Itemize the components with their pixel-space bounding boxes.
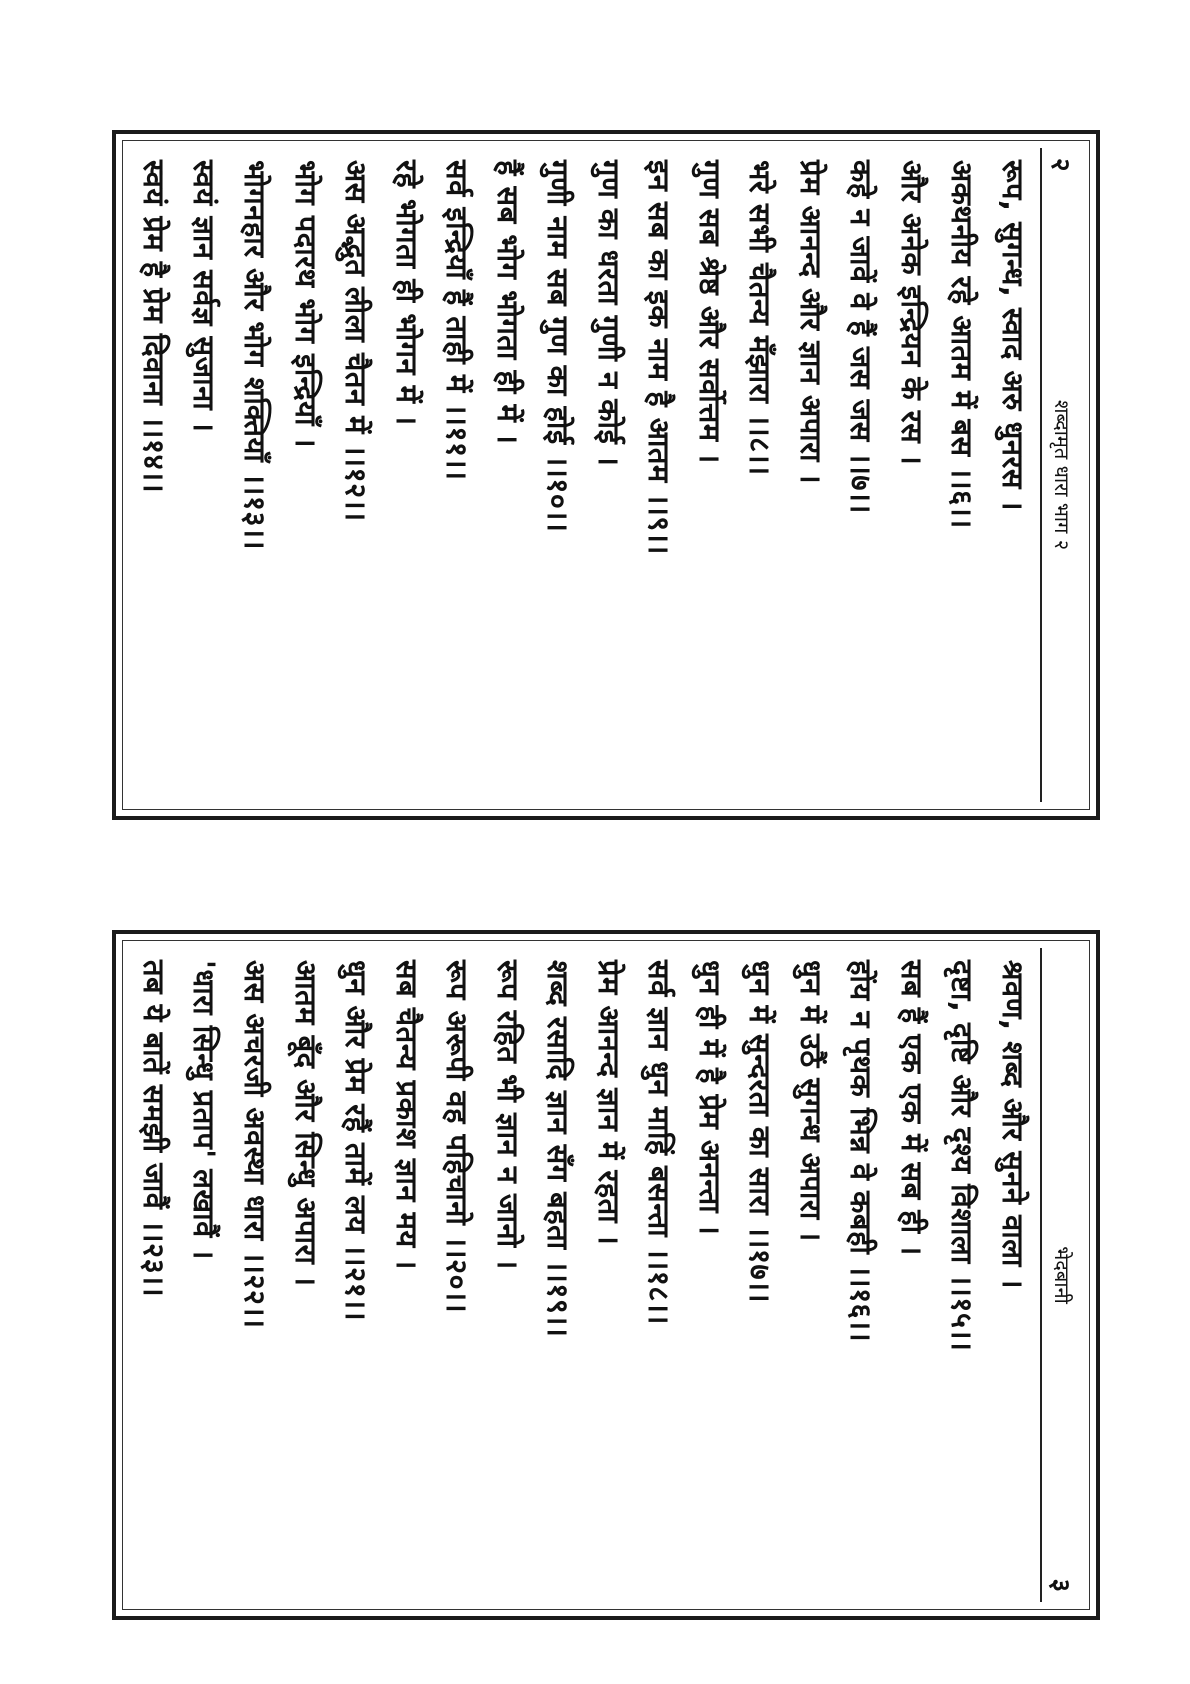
verse-block — [136, 160, 1030, 790]
left-page-panel — [112, 130, 1100, 820]
verse-line: गुण सब श्रेष्ठ और सर्वोत्तम । — [692, 160, 727, 464]
verse-line: रूप रहित भी ज्ञान न जानो । — [490, 960, 525, 1270]
verse-line: होंय न पृथक भिन्न वे कबही ।।१६।। — [844, 960, 879, 1343]
verse-line: दृष्टा, दृष्टि और दृश्य विशाला ।।१५।। — [945, 960, 980, 1352]
verse-line: भरे सभी चैतन्य मँझारा ।।८।। — [743, 160, 778, 476]
verse-line: अस अद्भुत लीला चैतन में ।।१२।। — [339, 160, 374, 522]
verse-line: स्वयं प्रेम है प्रेम दिवाना ।।१४।। — [136, 160, 171, 494]
verse-line: हैं सब भोग भोगता ही में । — [490, 160, 525, 445]
verse-line: और अनेक इन्द्रियन के रस । — [894, 160, 929, 466]
page-header — [1040, 148, 1084, 802]
verse-line: प्रेम आनन्द और ज्ञान अपारा । — [793, 160, 828, 485]
verse-line: सर्व ज्ञान धुन माहिं बसन्ता ।।१८।। — [642, 960, 677, 1325]
verse-line: सर्व इन्द्रियाँ हैं ताही में ।।११।। — [440, 160, 475, 481]
verse-line: सब चैतन्य प्रकाश ज्ञान मय । — [389, 960, 424, 1270]
verse-line: श्रवण, शब्द और सुनने वाला । — [996, 960, 1030, 1290]
verse-line: रूप, सुगन्ध, स्वाद अरु धुनरस । — [996, 160, 1030, 512]
verse-line: रूप अरूपी वह पहिचानो ।।२०।। — [440, 960, 475, 1314]
verse-line: धुन में उठैं सुगन्ध अपारा । — [793, 960, 828, 1242]
verse-line: भोग पदारथ भोग इन्द्रियाँ । — [288, 160, 323, 449]
page-number: २ — [1045, 158, 1075, 172]
verse-line: गुणी नाम सब गुण का होई ।।१०।। — [541, 160, 576, 533]
verse-line: प्रेम आनन्द ज्ञान में रहता । — [591, 960, 626, 1246]
verse-line: धुन में सुन्दरता का सारा ।।१७।। — [743, 960, 778, 1304]
verse-line: इन सब का इक नाम है आतम ।।९।। — [642, 160, 677, 555]
header-title: भेदबानी — [1050, 1246, 1075, 1304]
verse-line: सब हैं एक एक में सब ही । — [894, 960, 929, 1256]
right-page-panel — [112, 930, 1100, 1620]
verse-line: धुन और प्रेम रहैं तामें लय ।।२१।। — [339, 960, 374, 1322]
verse-line: धुन ही में है प्रेम अनन्ता । — [692, 960, 727, 1236]
header-title: शब्दामृत धारा भाग २ — [1050, 399, 1075, 551]
verse-line: शब्द रसादि ज्ञान सँग बहता ।।१९।। — [541, 960, 576, 1338]
verse-line: अकथनीय रहे आतम में बस ।।६।। — [945, 160, 980, 529]
verse-line: स्वयं ज्ञान सर्वज्ञ सुजाना । — [187, 160, 222, 433]
verse-line: आतम बूँद और सिन्धु अपारा । — [288, 960, 323, 1287]
verse-line: भोगनहार और भोग शक्तियाँ ।।१३।। — [238, 160, 273, 550]
page-header — [1040, 948, 1084, 1602]
verse-line: 'धारा सिन्धु प्रताप' लखावैं । — [187, 960, 222, 1260]
verse-line: कहे न जावें वे हैं जस जस ।।७।। — [844, 160, 879, 514]
verse-block — [136, 960, 1030, 1590]
page-number: ३ — [1045, 1578, 1075, 1592]
verse-line: तब ये बातें समझी जावैं ।।२३।। — [136, 960, 171, 1298]
verse-line: रहे भोगता ही भोगन में । — [389, 160, 424, 426]
verse-line: अस अचरजी अवस्था धारा ।।२२।। — [238, 960, 273, 1329]
verse-line: गुण का धरता गुणी न कोई । — [591, 160, 626, 467]
